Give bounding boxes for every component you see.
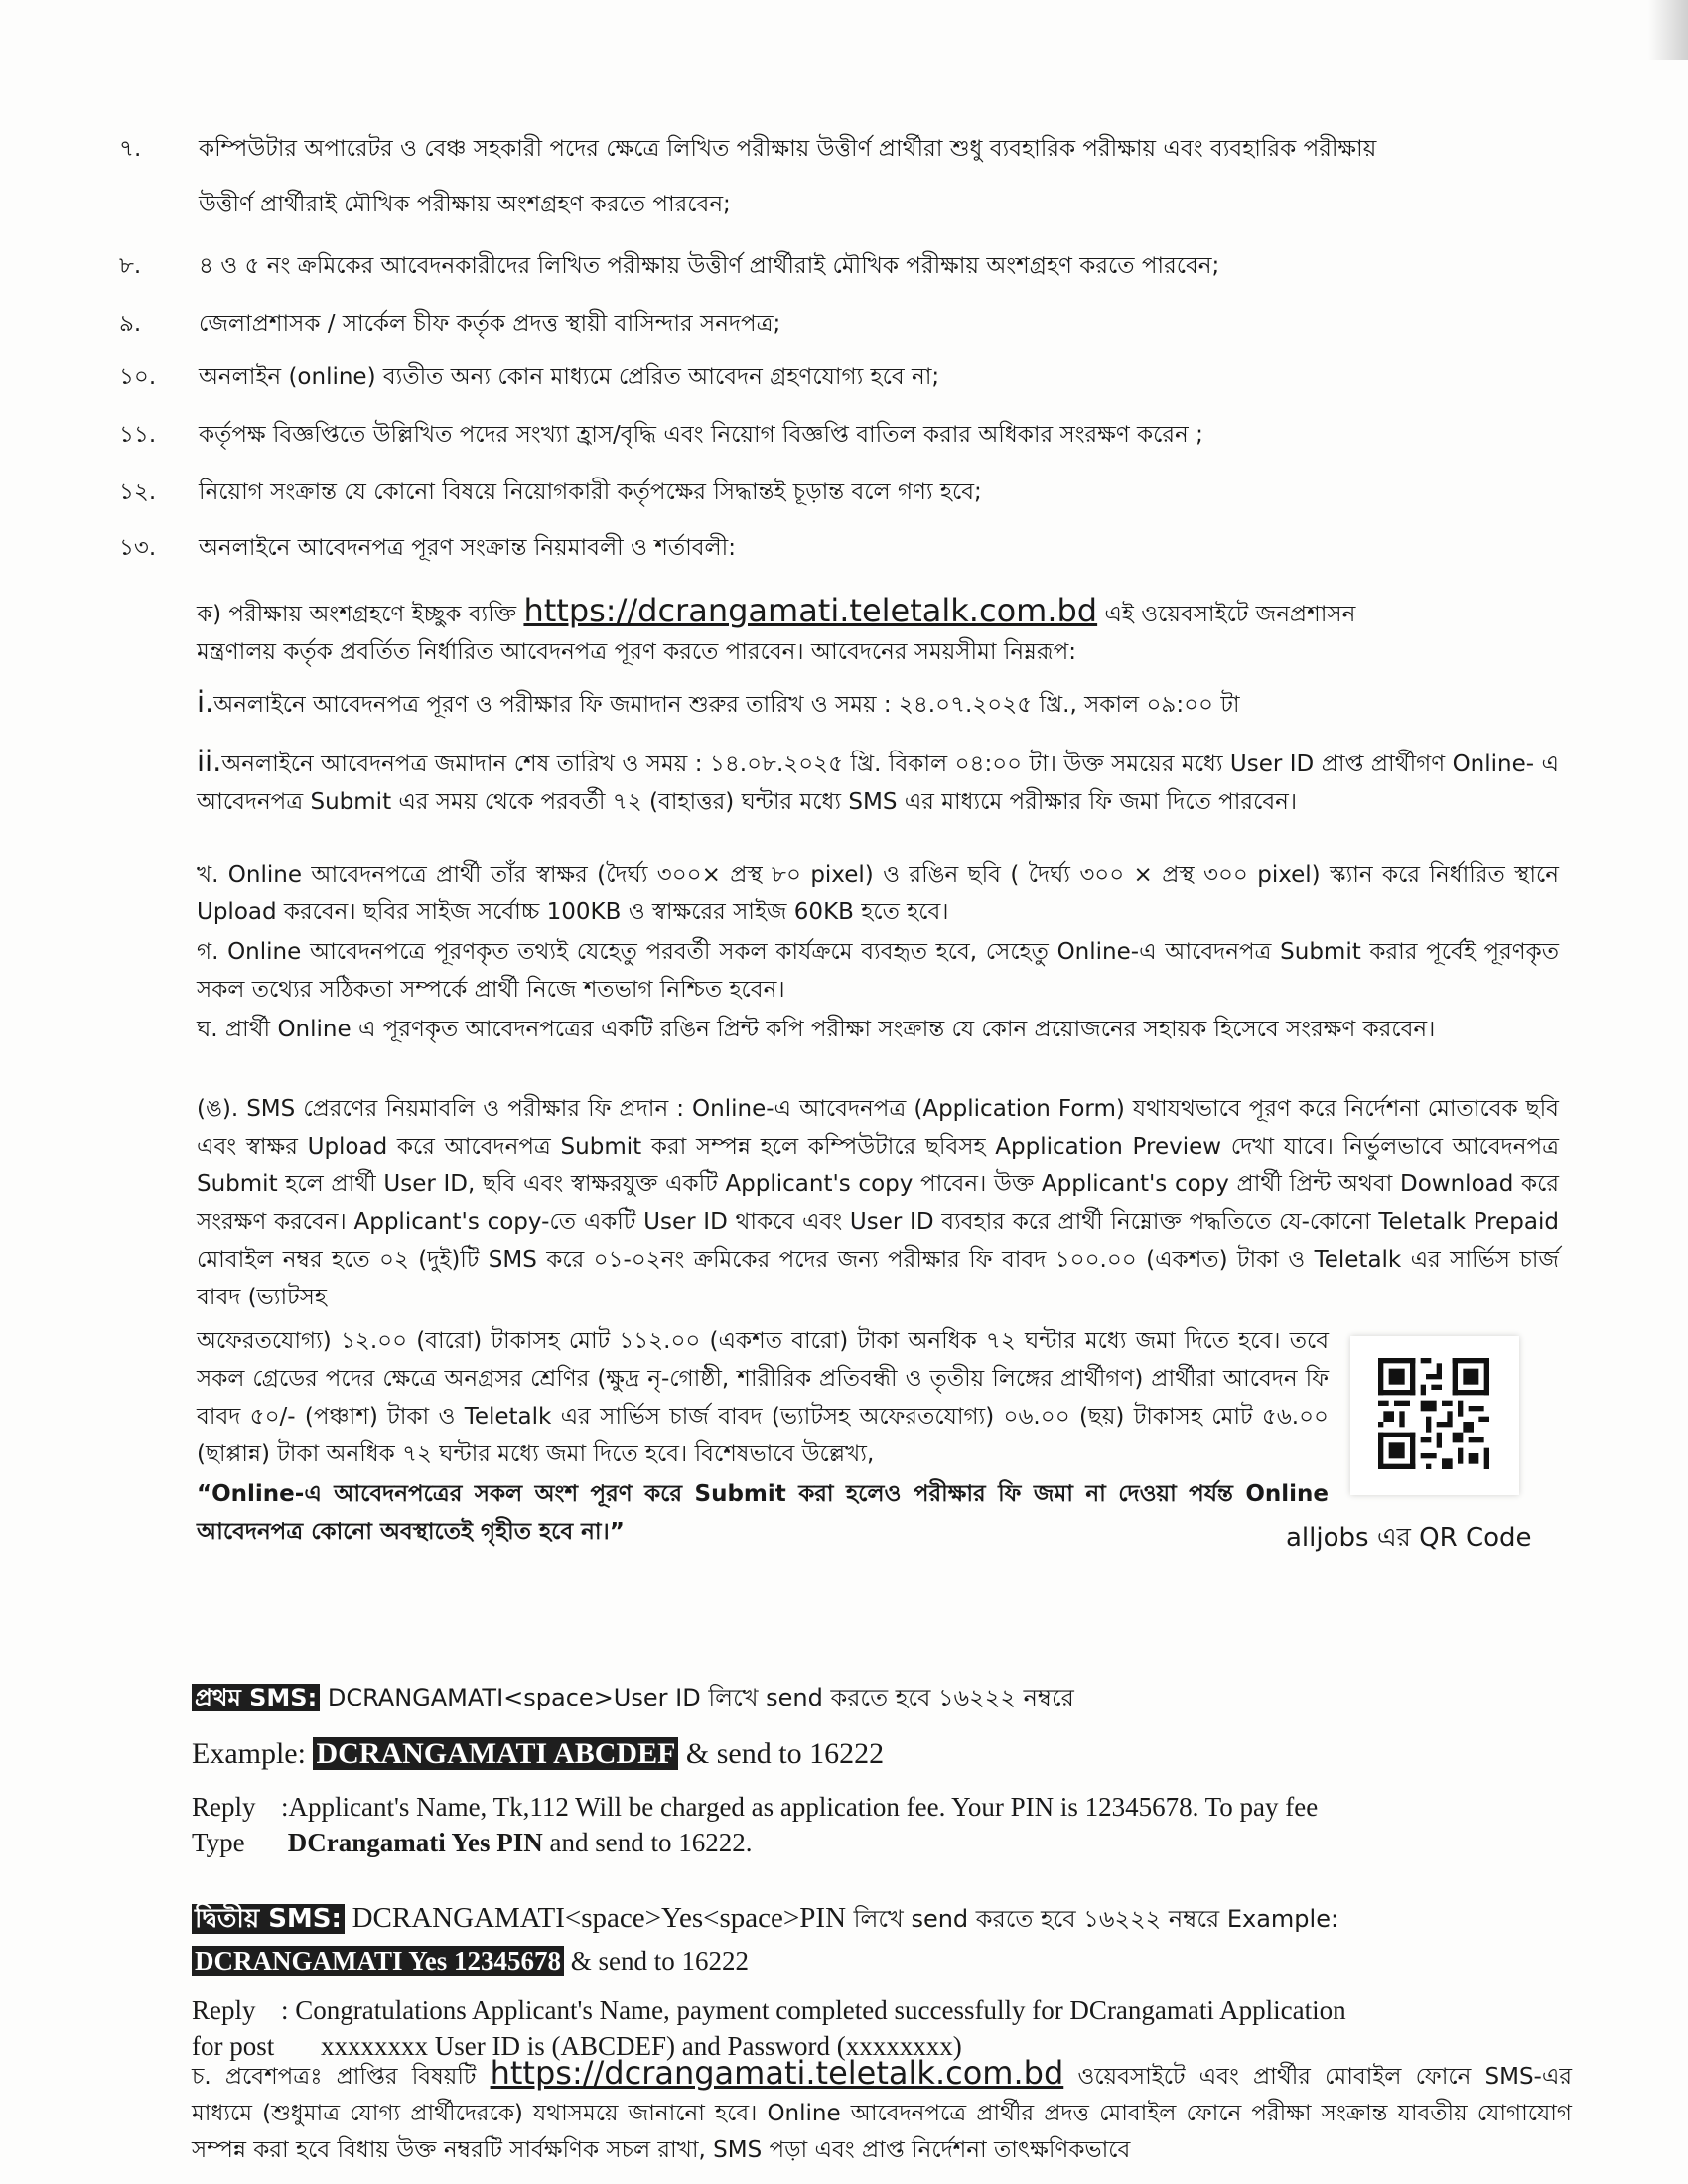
clause-nga: (ঙ). SMS প্রেরণের নিয়মাবলি ও পরীক্ষার ফি প্রদান : Online-এ আবেদনপত্র (Application Form) যথাযথভাবে পূরণ করে নির্দেশনা মোতাবেক ছবি এবং স্বাক্ষর Upload করে আবেদনপত্র Submit করা সম্পন্ন হলে কম্পিউটারে ছবিসহ Application Preview দেখা যাবে। নির্ভুলভাবে আবেদনপত্র Submit হলে প্রার্থী User ID, ছবি এবং স্বাক্ষরযুক্ত একটি Applicant's copy পাবেন। উক্ত Applicant's copy প্রার্থী প্রিন্ট অথবা Download করে সংরক্ষণ করবেন। Applicant's copy-তে একটি User ID থাকবে এবং User ID ব্যবহার করে প্রার্থী নিম্নোক্ত পদ্ধতিতে যে-কোনো Teletalk Prepaid মোবাইল নম্বর হতে ০২ (দুই)টি SMS করে ০১-০২নং ক্রমিকের পদের জন্য পরীক্ষার ফি বাবদ ১০০.০০ (একশত) টাকা ও Teletalk এর সার্ভিস চার্জ বাবদ (ভ্যাটসহ xyxy=(197,1096,1559,1310)
sms-second-tail: লিখে send করতে হবে ১৬২২২ নম্বরে Example: xyxy=(853,1905,1339,1933)
sms-second-instruction xyxy=(192,1898,1572,1942)
sms-first-example xyxy=(192,1737,1572,1771)
example-code: DCRANGAMATI Yes 12345678 xyxy=(192,1946,564,1976)
post-label: for post xyxy=(192,2031,275,2061)
reply-label: Reply xyxy=(192,1792,256,1822)
reply-label: Reply xyxy=(192,1995,256,2025)
post-text: xxxxxxxx User ID is (ABCDEF) and Password (xxxxxxxx) xyxy=(321,2031,962,2061)
rule-text: ৪ ও ৫ নং ক্রমিকের আবেদনকারীদের লিখিত পরীক্ষায় উত্তীর্ণ প্রার্থীরাই মৌখিক পরীক্ষায় অংশগ্রহণ করতে পারবেন; xyxy=(199,253,1220,279)
example-label: Example: xyxy=(192,1737,306,1770)
example-tail: & send to 16222 xyxy=(685,1737,885,1770)
clause-nga-quote: “Online-এ আবেদনপত্রের সকল অংশ পূরণ করে Submit করা হলেও পরীক্ষার ফি জমা না দেওয়া পর্যন্ত Online আবেদনপত্র কোনো অবস্থাতেই গৃহীত হবে না।” xyxy=(197,1481,1329,1545)
sms-second-label: দ্বিতীয় SMS: xyxy=(192,1904,345,1934)
timeline-end xyxy=(197,743,1559,821)
clause-nga-cont: অফেরতযোগ্য) ১২.০০ (বারো) টাকাসহ মোট ১১২.০০ (একশত বারো) টাকা অনধিক ৭২ ঘন্টার মধ্যে জমা দিতে হবে। তবে সকল গ্রেডের পদের ক্ষেত্রে অনগ্রসর শ্রেণির (ক্ষুদ্র নৃ-গোষ্ঠী, শারীরিক প্রতিবন্ধী ও তৃতীয় লিঙ্গের প্রার্থীগণ) প্রার্থীরা আবেদন ফি বাবদ ৫০/- (পঞ্চাশ) টাকা ও Teletalk এর সার্ভিস চার্জ বাবদ (ভ্যাটসহ অফেরতযোগ্য) ০৬.০০ (ছয়) টাকাসহ মোট ৫৬.০০ (ছাপ্পান্ন) টাকা অনধিক ৭২ ঘন্টার মধ্যে জমা দিতে হবে। বিশেষভাবে উল্লেখ্য, xyxy=(197,1328,1329,1467)
clause-ka xyxy=(197,592,1559,671)
sms-first-label: প্রথম SMS: xyxy=(192,1684,320,1711)
rule-number: ১৩. xyxy=(119,535,157,561)
sms-first-instruction xyxy=(192,1680,1572,1719)
qr-code xyxy=(1350,1336,1519,1495)
timeline-start xyxy=(197,683,1559,724)
clause-ka-prefix: ক) পরীক্ষায় অংশগ্রহণে ইচ্ছুক ব্যক্তি xyxy=(197,602,517,627)
sms-second xyxy=(192,1898,1572,2064)
reply-text: :Applicant's Name, Tk,112 Will be charged as application fee. Your PIN is 12345678. To pay fee xyxy=(281,1792,1319,1822)
rule-text: অনলাইন (online) ব্যতীত অন্য কোন মাধ্যমে প্রেরিত আবেদন গ্রহণযোগ্য হবে না; xyxy=(199,364,940,390)
rule-text: উত্তীর্ণ প্রার্থীরাই মৌখিক পরীক্ষায় অংশগ্রহণ করতে পারবেন; xyxy=(199,192,731,217)
clause-ka-line2: মন্ত্রণালয় কর্তৃক প্রবর্তিত নির্ধারিত আবেদনপত্র পূরণ করতে পারবেন। আবেদনের সময়সীমা নিম্নরূপ: xyxy=(197,639,1076,665)
example-tail: & send to 16222 xyxy=(570,1946,749,1976)
clause-ka-suffix: এই ওয়েবসাইটে জনপ্রশাসন xyxy=(1104,602,1356,627)
type-command: DCrangamati Yes PIN xyxy=(287,1828,543,1857)
qr-caption: alljobs এর QR Code xyxy=(1286,1523,1532,1553)
type-label: Type xyxy=(192,1828,245,1857)
clause-cha xyxy=(192,2055,1572,2169)
rule-text: কর্তৃপক্ষ বিজ্ঞপ্তিতে উল্লিখিত পদের সংখ্যা হ্রাস/বৃদ্ধি এবং নিয়োগ বিজ্ঞপ্তি বাতিল করার অধিকার সংরক্ষণ করেন ; xyxy=(199,422,1203,448)
website-link[interactable]: https://dcrangamati.teletalk.com.bd xyxy=(523,592,1098,629)
clause-gha: ঘ. প্রার্থী Online এ পূরণকৃত আবেদনপত্রের একটি রঙিন প্রিন্ট কপি পরীক্ষা সংক্রান্ত যে কোন প্রয়োজনের সহায়ক হিসেবে সংরক্ষণ করবেন। xyxy=(197,1017,1436,1042)
rule-number: ১১. xyxy=(119,422,157,448)
roman-marker: i. xyxy=(197,685,214,719)
sms-first-type xyxy=(192,1825,1572,1860)
sms-second-reply xyxy=(192,1992,1572,2028)
rule-number: ১২. xyxy=(119,479,157,505)
rule-number: ৭. xyxy=(119,136,142,162)
sms-second-command: DCRANGAMATI<space>Yes<space>PIN xyxy=(352,1902,847,1934)
scan-shadow xyxy=(1648,0,1688,60)
rule-text: কম্পিউটার অপারেটর ও বেঞ্চ সহকারী পদের ক্ষেত্রে লিখিত পরীক্ষায় উত্তীর্ণ প্রার্থীরা শুধু ব্যবহারিক পরীক্ষায় এবং ব্যবহারিক পরীক্ষায় xyxy=(199,136,1377,162)
rule-number: ৯. xyxy=(119,311,142,337)
roman-marker: ii. xyxy=(197,745,222,778)
sms-first xyxy=(192,1680,1572,1860)
clause-cha-prefix: চ. প্রবেশপত্রঃ প্রাপ্তির বিষয়টি xyxy=(192,2064,477,2090)
reply-text: : Congratulations Applicant's Name, payment completed successfully for DCrangamati Application xyxy=(281,1995,1346,2025)
qr-code-icon xyxy=(1378,1358,1489,1469)
rule-text: অনলাইনে আবেদনপত্র পূরণ সংক্রান্ত নিয়মাবলী ও শর্তাবলী: xyxy=(199,535,737,561)
clause-cha-suffix: ওয়েবসাইটে এবং প্রার্থীর মোবাইল ফোনে xyxy=(1077,2064,1472,2090)
sms-second-example xyxy=(192,1946,1572,1977)
clause-cha-rest: SMS-এর মাধ্যমে (শুধুমাত্র যোগ্য প্রার্থীদেরকে) যথাসময়ে জানানো হবে। Online আবেদনপত্রে প্রার্থীর প্রদত্ত মোবাইল ফোনে পরীক্ষা সংক্রান্ত যাবতীয় যোগাযোগ সম্পন্ন করা হবে বিধায় উক্ত নম্বরটি সার্বক্ষণিক সচল রাখা, SMS পড়া এবং প্রাপ্ত নির্দেশনা তাৎক্ষণিকভাবে xyxy=(192,2064,1572,2163)
clause-ga: গ. Online আবেদনপত্রে পূরণকৃত তথ্যই যেহেতু পরবর্তী সকল কার্যক্রমে ব্যবহৃত হবে, সেহেতু Online-এ আবেদনপত্র Submit করার পূর্বেই পূরণকৃত সকল তথ্যের সঠিকতা সম্পর্কে প্রার্থী নিজে শতভাগ নিশ্চিত হবেন। xyxy=(197,939,1559,1003)
rule-text: জেলাপ্রশাসক / সার্কেল চীফ কর্তৃক প্রদত্ত স্থায়ী বাসিন্দার সনদপত্র; xyxy=(199,311,781,337)
rule-number: ১০. xyxy=(119,364,157,390)
clause-kha: খ. Online আবেদনপত্রে প্রার্থী তাঁর স্বাক্ষর (দৈর্ঘ্য ৩০০× প্রস্থ ৮০ pixel) ও রঙিন ছবি ( দৈর্ঘ্য ৩০০ × প্রস্থ ৩০০ pixel) স্ক্যান করে নির্ধারিত স্থানে Upload করবেন। ছবির সাইজ সর্বোচ্চ 100KB ও স্বাক্ষরের সাইজ 60KB হতে হবে। xyxy=(197,862,1559,925)
sms-first-reply xyxy=(192,1789,1572,1825)
website-link[interactable]: https://dcrangamati.teletalk.com.bd xyxy=(490,2054,1064,2092)
rule-number: ৮. xyxy=(119,253,142,279)
end-date-text: অনলাইনে আবেদনপত্র জমাদান শেষ তারিখ ও সময় : ১৪.০৮.২০২৫ খ্রি. বিকাল ০৪:০০ টা। উক্ত সময়ের মধ্যে User ID প্রাপ্ত প্রার্থীগণ Online- এ আবেদনপত্র Submit এর সময় থেকে পরবর্তী ৭২ (বাহাত্তর) ঘন্টার মধ্যে SMS এর মাধ্যমে পরীক্ষার ফি জমা দিতে পারবেন। xyxy=(197,751,1559,815)
start-date-text: অনলাইনে আবেদনপত্র পূরণ ও পরীক্ষার ফি জমাদান শুরুর তারিখ ও সময় : ২৪.০৭.২০২৫ খ্রি., সকাল ০৯:০০ টা xyxy=(213,692,1240,718)
example-code: DCRANGAMATI ABCDEF xyxy=(313,1737,678,1770)
rule-text: নিয়োগ সংক্রান্ত যে কোনো বিষয়ে নিয়োগকারী কর্তৃপক্ষের সিদ্ধান্তই চূড়ান্ত বলে গণ্য হবে; xyxy=(199,479,982,505)
sms-first-text: DCRANGAMATI<space>User ID লিখে send করতে হবে ১৬২২২ নম্বরে xyxy=(327,1684,1074,1711)
type-tail: and send to 16222. xyxy=(549,1828,753,1857)
